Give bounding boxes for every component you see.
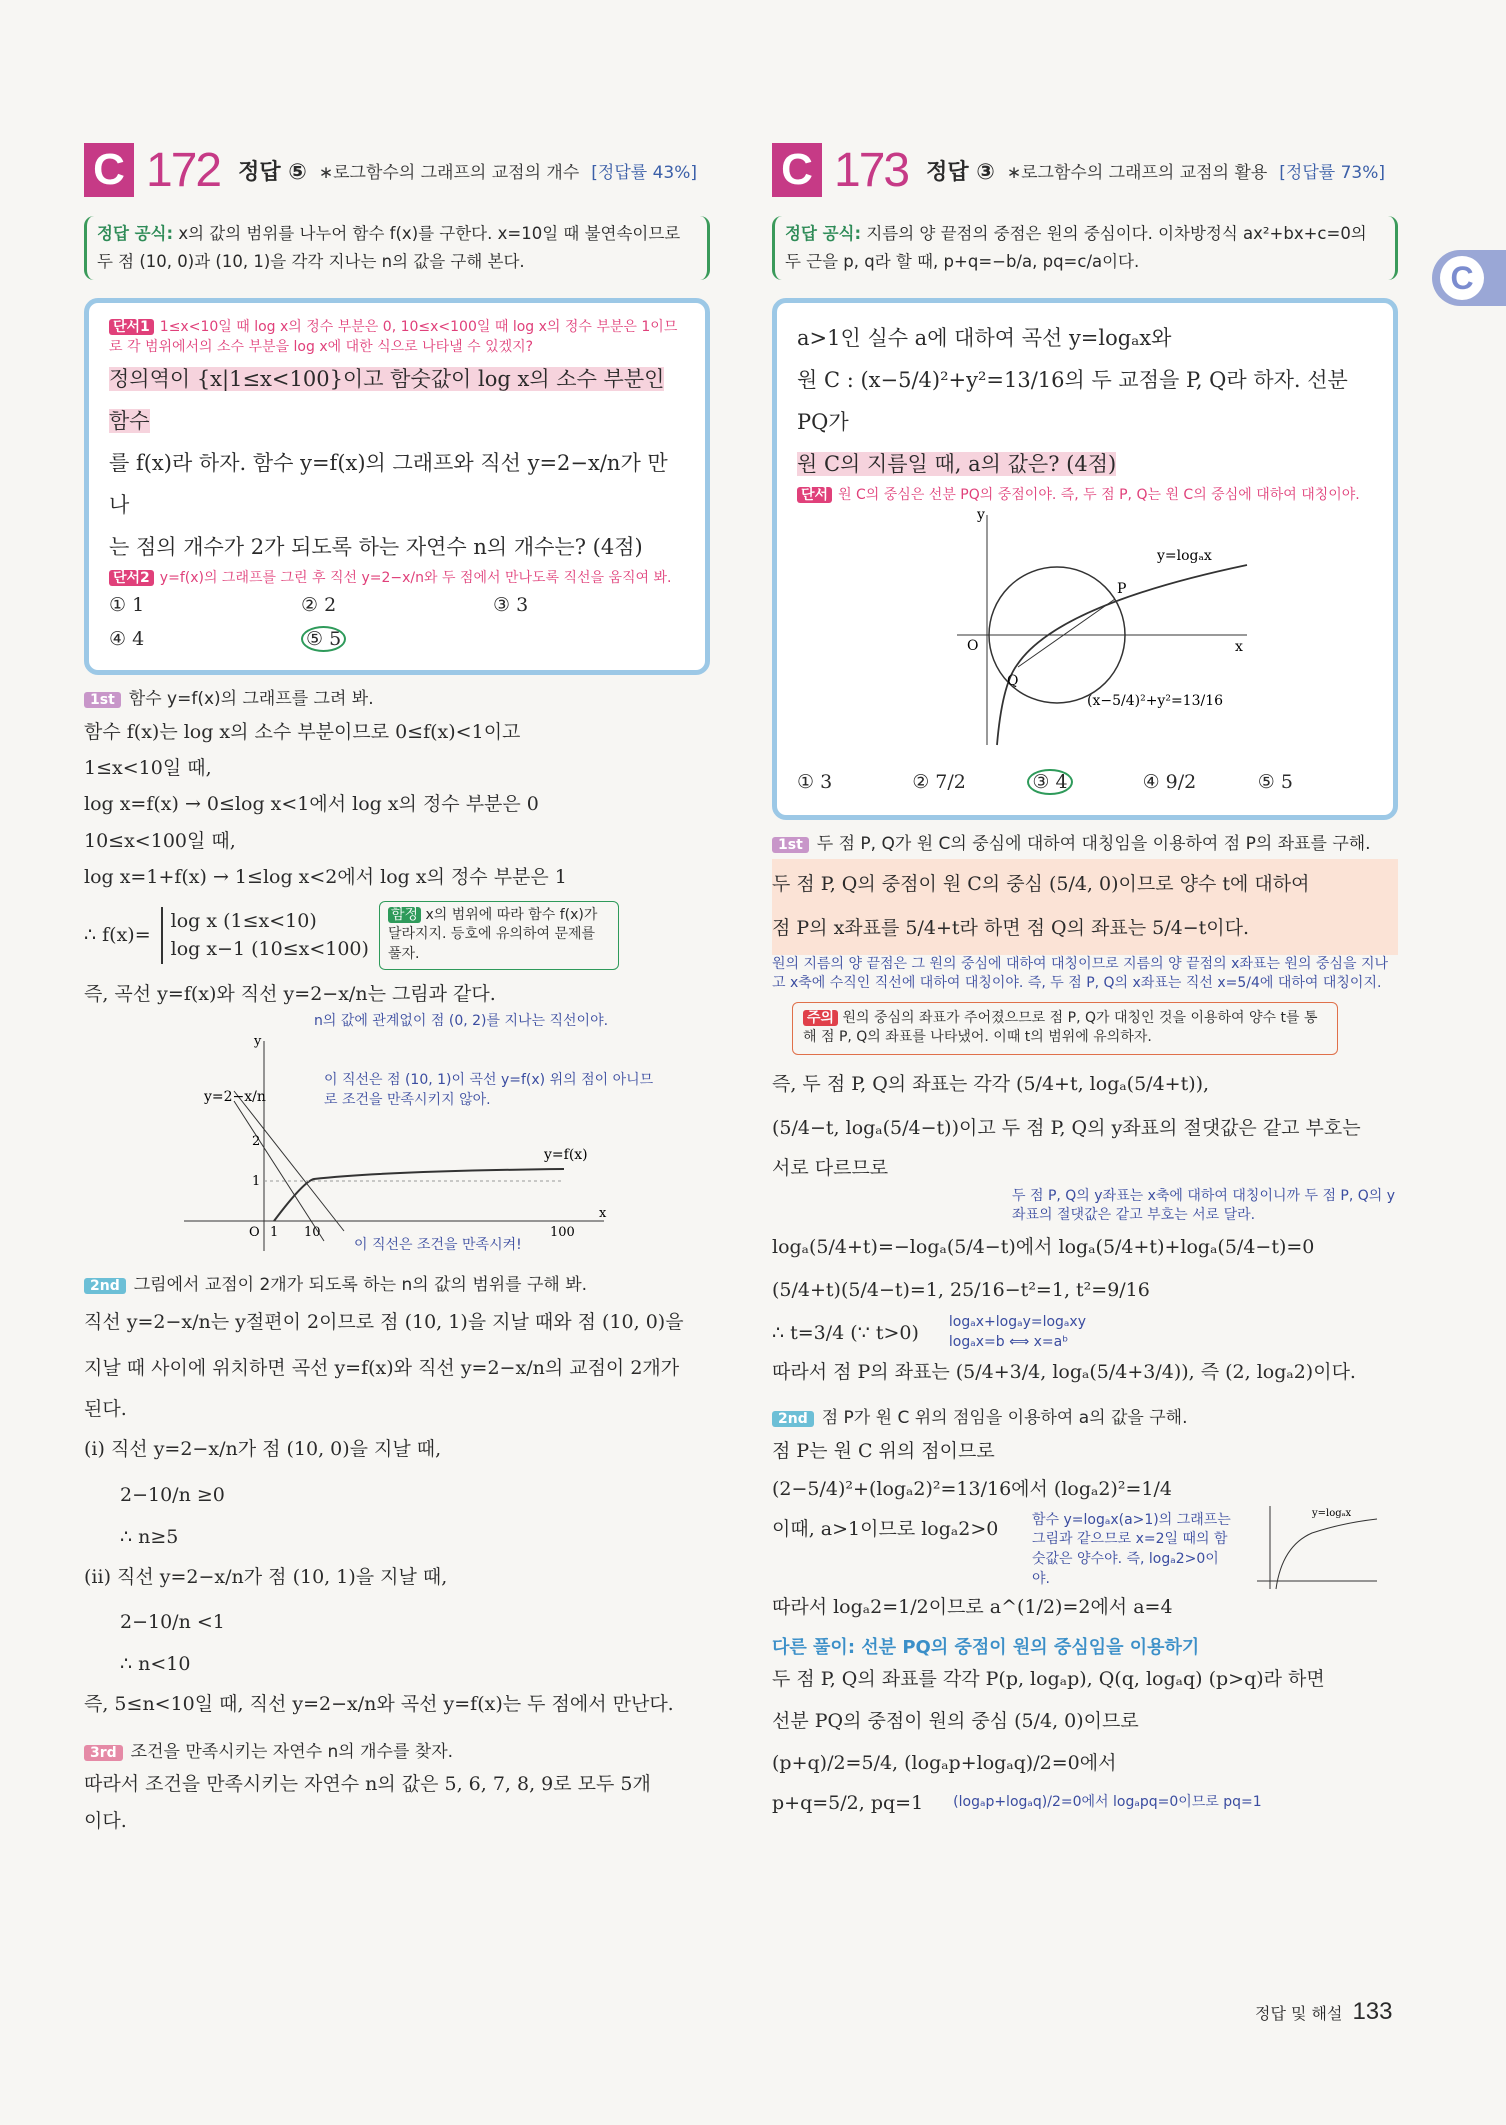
step-2 bbox=[84, 1271, 710, 1300]
solution-line: 점 P는 원 C 위의 점이므로 bbox=[772, 1439, 995, 1462]
hint-2 bbox=[109, 568, 685, 588]
formula-text: 지름의 양 끝점의 중점은 원의 중심이다. 이차방정식 ax²+bx+c=0의 두 근을 p, q라 할 때, p+q=−b/a, pq=c/a이다. bbox=[785, 224, 1367, 272]
curve-label: y=logₐx bbox=[1312, 1507, 1352, 1519]
solution-line: 2−10/n <1 bbox=[120, 1611, 225, 1634]
step-1 bbox=[772, 830, 1398, 859]
choices bbox=[797, 763, 1373, 801]
step-tag: 3rd bbox=[84, 1745, 123, 1761]
solution-line: (ii) 직선 y=2−x/n가 점 (10, 1)을 지날 때, bbox=[84, 1565, 448, 1588]
step-title: 두 점 P, Q가 원 C의 중심에 대하여 대칭임을 이용하여 점 P의 좌표를 구해. bbox=[816, 834, 1371, 855]
correct-rate: [정답률 73%] bbox=[1279, 162, 1385, 183]
mini-graph bbox=[1252, 1501, 1382, 1591]
annotation: (logₐp+logₐq)/2=0에서 logₐpq=0이므로 pq=1 bbox=[953, 1793, 1262, 1810]
problem-header bbox=[772, 140, 1398, 200]
choice[interactable]: ④ 4 bbox=[109, 628, 145, 651]
solution-line: 이때, a>1이므로 logₐ2>0 bbox=[772, 1517, 999, 1540]
solution-line: (5/4+t)(5/4−t)=1, 25/16−t²=1, t²=9/16 bbox=[772, 1279, 1150, 1302]
segment-pq bbox=[1018, 599, 1115, 667]
circle-label: (x−5/4)²+y²=13/16 bbox=[1087, 693, 1224, 710]
step-title: 함수 y=f(x)의 그래프를 그려 봐. bbox=[128, 689, 374, 710]
solution-line: 된다. bbox=[84, 1398, 127, 1421]
solution-line: 이다. bbox=[84, 1809, 127, 1832]
step-tag: 1st bbox=[84, 692, 121, 708]
step-title: 조건을 만족시키는 자연수 n의 개수를 찾자. bbox=[130, 1741, 454, 1762]
case: log x (1≤x<10) bbox=[170, 909, 317, 932]
tick: 1 bbox=[270, 1225, 279, 1241]
solution-line: (i) 직선 y=2−x/n가 점 (10, 0)을 지날 때, bbox=[84, 1438, 442, 1461]
annotation: 함수 y=logₐx(a>1)의 그래프는 그림과 같으므로 x=2일 때의 함숫값은 양수야. 즉, logₐ2>0이야. bbox=[1032, 1511, 1231, 1587]
problem-number: 173 bbox=[834, 143, 909, 197]
choices bbox=[109, 588, 685, 656]
solution-line: ∴ t=3/4 (∵ t>0) bbox=[772, 1321, 919, 1344]
choice[interactable]: ② 2 bbox=[301, 593, 337, 616]
piecewise-lhs: ∴ f(x)= bbox=[84, 924, 151, 947]
point-q-label: Q bbox=[1007, 673, 1019, 690]
choice[interactable]: ⑤ 5 bbox=[1257, 771, 1293, 794]
step-title: 점 P가 원 C 위의 점임을 이용하여 a의 값을 구해. bbox=[821, 1408, 1188, 1429]
solution-line: 두 점 P, Q의 중점이 원 C의 중심 (5/4, 0)이므로 양수 t에 대하여 bbox=[772, 873, 1310, 896]
annotation: 이 직선은 점 (10, 1)이 곡선 y=f(x) 위의 점이 아니므로 조건을 만족시키지 않아. bbox=[324, 1072, 654, 1108]
solution-line: ∴ n≥5 bbox=[120, 1525, 179, 1548]
solution-line: 따라서 점 P의 좌표는 (5/4+3/4, logₐ(5/4+3/4)), 즉 (2, logₐ2)이다. bbox=[772, 1361, 1356, 1384]
question-line: a>1인 실수 a에 대하여 곡선 y=logₐx와 bbox=[797, 326, 1172, 351]
origin-label: O bbox=[249, 1225, 260, 1241]
problem-number: 172 bbox=[146, 143, 221, 197]
annotation: 원의 지름의 양 끝점은 그 원의 중심에 대하여 대칭이므로 지름의 양 끝점의 x좌표는 원의 중심을 지나고 x축에 수직인 직선에 대하여 대칭이야. 즉, 두 점 P, Q의 x좌표는 직선 x=5/4에 대하여 대칭이지. bbox=[772, 955, 1388, 992]
question-line: 정의역이 {x|1≤x<100}이고 함숫값이 log x의 소수 부분인 함수 bbox=[109, 366, 665, 433]
question-line: 원 C : (x−5/4)²+y²=13/16의 두 교점을 P, Q라 하자. 선분 PQ가 bbox=[797, 368, 1348, 435]
question-line: 원 C의 지름일 때, a의 값은? (4점) bbox=[797, 452, 1117, 477]
problem-172 bbox=[84, 140, 710, 1839]
answer-formula bbox=[84, 216, 710, 280]
hint-text: 원 C의 중심은 선분 PQ의 중점이야. 즉, 두 점 P, Q는 원 C의 중심에 대하여 대칭이야. bbox=[838, 487, 1360, 504]
choice-correct[interactable] bbox=[301, 622, 493, 656]
problem-173 bbox=[772, 140, 1398, 1821]
step-tag: 2nd bbox=[84, 1278, 126, 1294]
annotation: 이 직선은 조건을 만족시켜! bbox=[354, 1237, 522, 1254]
tick: 100 bbox=[550, 1225, 575, 1241]
choice[interactable]: ① 1 bbox=[109, 593, 145, 616]
highlight-block bbox=[772, 859, 1398, 954]
hint-text: 1≤x<10일 때 log x의 정수 부분은 0, 10≤x<100일 때 log x의 정수 부분은 1이므로 각 범위에서의 소수 부분을 log x에 대한 식으로 나타낼 수 있겠지? bbox=[109, 319, 678, 356]
log-curve bbox=[274, 1169, 564, 1221]
hint bbox=[797, 485, 1373, 505]
point-p-label: P bbox=[1117, 581, 1127, 598]
tick: 2 bbox=[252, 1134, 261, 1150]
axis-label: y bbox=[254, 1034, 262, 1050]
solution-line: 1≤x<10일 때, bbox=[84, 757, 212, 780]
topic: ∗로그함수의 그래프의 교점의 활용 bbox=[1006, 162, 1268, 183]
piecewise-cases bbox=[161, 907, 369, 964]
case: log x−1 (10≤x<100) bbox=[170, 938, 369, 961]
level-badge: C bbox=[84, 143, 134, 197]
rule: logₐx=b ⟺ x=aᵇ bbox=[948, 1333, 1069, 1350]
choice[interactable]: ④ 9/2 bbox=[1142, 771, 1197, 794]
step-title: 그림에서 교점이 2개가 되도록 하는 n의 값의 범위를 구해 봐. bbox=[133, 1275, 588, 1296]
tick: 1 bbox=[252, 1174, 261, 1190]
topic: ∗로그함수의 그래프의 교점의 개수 bbox=[318, 162, 580, 183]
footer-label: 정답 및 해설 bbox=[1255, 2004, 1343, 2023]
choice-text: ⑤ 5 bbox=[301, 626, 346, 652]
correction-tag: 함정 bbox=[388, 907, 421, 923]
solution-line: log x=1+f(x) → 1≤log x<2에서 log x의 정수 부분은 1 bbox=[84, 865, 567, 888]
step-tag: 2nd bbox=[772, 1411, 814, 1427]
graph-172 bbox=[84, 1031, 704, 1261]
problem-box bbox=[772, 298, 1398, 820]
hint-tag: 단서 bbox=[797, 487, 832, 503]
line-b bbox=[234, 1101, 324, 1241]
solution-line: 즉, 곡선 y=f(x)와 직선 y=2−x/n는 그림과 같다. bbox=[84, 982, 496, 1005]
choice[interactable]: ③ 3 bbox=[493, 593, 529, 616]
step-2 bbox=[772, 1404, 1398, 1433]
question-line: 는 점의 개수가 2가 되도록 하는 자연수 n의 개수는? (4점) bbox=[109, 534, 643, 559]
question-line: 를 f(x)라 하자. 함수 y=f(x)의 그래프와 직선 y=2−x/n가 만나 bbox=[109, 450, 668, 517]
solution-line: 따라서 logₐ2=1/2이므로 a^(1/2)=2에서 a=4 bbox=[772, 1596, 1173, 1619]
alt-solution-title: 다른 풀이: 선분 PQ의 중점이 원의 중심임을 이용하기 bbox=[772, 1637, 1200, 1659]
solution-line: 10≤x<100일 때, bbox=[84, 829, 236, 852]
solution-line: p+q=5/2, pq=1 bbox=[772, 1791, 924, 1814]
page-footer bbox=[1255, 1998, 1393, 2026]
curve-label: y=logₐx bbox=[1157, 548, 1212, 565]
annotation: 두 점 P, Q의 y좌표는 x축에 대하여 대칭이니까 두 점 P, Q의 y좌표의 절댓값은 같고 부호는 서로 달라. bbox=[1012, 1187, 1396, 1224]
choice[interactable]: ② 7/2 bbox=[912, 771, 966, 794]
solution-line: 즉, 두 점 P, Q의 좌표는 각각 (5/4+t, logₐ(5/4+t)), bbox=[772, 1073, 1210, 1096]
choice-text: ③ 4 bbox=[1027, 769, 1072, 795]
step-tag: 1st bbox=[772, 837, 809, 853]
axis-label: x bbox=[1235, 639, 1243, 656]
log-curve bbox=[1276, 1519, 1377, 1589]
choice[interactable]: ① 3 bbox=[797, 771, 833, 794]
solution-line: 2−10/n ≥0 bbox=[120, 1483, 225, 1506]
formula-text: x의 값의 범위를 나누어 함수 f(x)를 구한다. x=10일 때 불연속이므로 두 점 (10, 0)과 (10, 1)을 각각 지나는 n의 값을 구해 본다. bbox=[97, 224, 681, 272]
problem-box bbox=[84, 298, 710, 675]
correction-text: x의 범위에 따라 함수 f(x)가 달라지지. 등호에 유의하여 문제를 풀자. bbox=[387, 906, 598, 962]
axis-label: y bbox=[977, 507, 985, 524]
solution-line: 선분 PQ의 중점이 원의 중심 (5/4, 0)이므로 bbox=[772, 1710, 1139, 1733]
solution-line: 직선 y=2−x/n는 y절편이 2이므로 점 (10, 1)을 지날 때와 점 (10, 0)을 bbox=[84, 1311, 684, 1334]
answer-label: 정답 ⑤ bbox=[238, 159, 307, 185]
answer-label: 정답 ③ bbox=[926, 159, 995, 185]
warning-note bbox=[792, 1002, 1338, 1055]
hint-tag: 단서1 bbox=[109, 319, 154, 335]
solution-line: 따라서 조건을 만족시키는 자연수 n의 값은 5, 6, 7, 8, 9로 모두 5개 bbox=[84, 1773, 651, 1796]
warning-text: 원의 중심의 좌표가 주어졌으므로 점 P, Q가 대칭인 것을 이용하여 양수 t를 통해 점 P, Q의 좌표를 나타냈어. 이때 t의 범위에 유의하자. bbox=[803, 1009, 1318, 1046]
formula-label: 정답 공식: bbox=[785, 224, 862, 243]
origin-label: O bbox=[967, 638, 979, 655]
solution-line: ∴ n<10 bbox=[120, 1652, 191, 1675]
log-rules bbox=[949, 1313, 1086, 1352]
problem-header bbox=[84, 140, 710, 200]
eq-row bbox=[772, 1785, 1398, 1821]
correction-note bbox=[379, 901, 619, 970]
eq-row bbox=[772, 1507, 1398, 1589]
step-3 bbox=[84, 1738, 710, 1767]
answer-formula bbox=[772, 216, 1398, 280]
correct-rate: [정답률 43%] bbox=[591, 162, 697, 183]
chapter-tab[interactable] bbox=[1432, 250, 1506, 306]
solution-line: 즉, 5≤n<10일 때, 직선 y=2−x/n와 곡선 y=f(x)는 두 점에서 만난다. bbox=[84, 1692, 674, 1715]
curve-label: y=f(x) bbox=[544, 1147, 588, 1164]
hint-1 bbox=[109, 317, 685, 358]
solution-line: logₐ(5/4+t)=−logₐ(5/4−t)에서 logₐ(5/4+t)+logₐ(5/4−t)=0 bbox=[772, 1235, 1315, 1258]
choice-correct[interactable] bbox=[1027, 763, 1142, 801]
solution-line: 서로 다르므로 bbox=[772, 1157, 889, 1180]
graph-173 bbox=[797, 505, 1357, 755]
hint-text: y=f(x)의 그래프를 그린 후 직선 y=2−x/n와 두 점에서 만나도록 직선을 움직여 봐. bbox=[159, 569, 672, 586]
warning-tag: 주의 bbox=[803, 1010, 838, 1026]
solution-line: 두 점 P, Q의 좌표를 각각 P(p, logₐp), Q(q, logₐq) (p>q)라 하면 bbox=[772, 1668, 1325, 1691]
solution-line: 점 P의 x좌표를 5/4+t라 하면 점 Q의 좌표는 5/4−t이다. bbox=[772, 916, 1250, 939]
axis-label: x bbox=[599, 1206, 607, 1222]
tick: 10 bbox=[304, 1225, 321, 1241]
page-number: 133 bbox=[1352, 1998, 1393, 2025]
piecewise-block bbox=[84, 901, 710, 970]
solution-line: 함수 f(x)는 log x의 소수 부분이므로 0≤f(x)<1이고 bbox=[84, 721, 521, 744]
solution-line: (5/4−t, logₐ(5/4−t))이고 두 점 P, Q의 y좌표의 절댓값은 같고 부호는 bbox=[772, 1116, 1361, 1139]
line-label: y=2−x/n bbox=[204, 1089, 266, 1106]
solution-line: log x=f(x) → 0≤log x<1에서 log x의 정수 부분은 0 bbox=[84, 793, 539, 816]
step-1 bbox=[84, 685, 710, 714]
level-badge: C bbox=[772, 143, 822, 197]
chapter-tab-letter: C bbox=[1440, 256, 1484, 300]
eq-row bbox=[772, 1313, 1398, 1352]
hint-tag: 단서2 bbox=[109, 570, 154, 586]
rule: logₐx+logₐy=logₐxy bbox=[948, 1314, 1086, 1331]
formula-label: 정답 공식: bbox=[97, 224, 174, 243]
solution-line: (2−5/4)²+(logₐ2)²=13/16에서 (logₐ2)²=1/4 bbox=[772, 1478, 1172, 1501]
solution-line: (p+q)/2=5/4, (logₐp+logₐq)/2=0에서 bbox=[772, 1751, 1117, 1774]
solution-line: 지날 때 사이에 위치하면 곡선 y=f(x)와 직선 y=2−x/n의 교점이 2개가 bbox=[84, 1356, 680, 1379]
annotation: n의 값에 관계없이 점 (0, 2)를 지나는 직선이야. bbox=[314, 1012, 609, 1029]
